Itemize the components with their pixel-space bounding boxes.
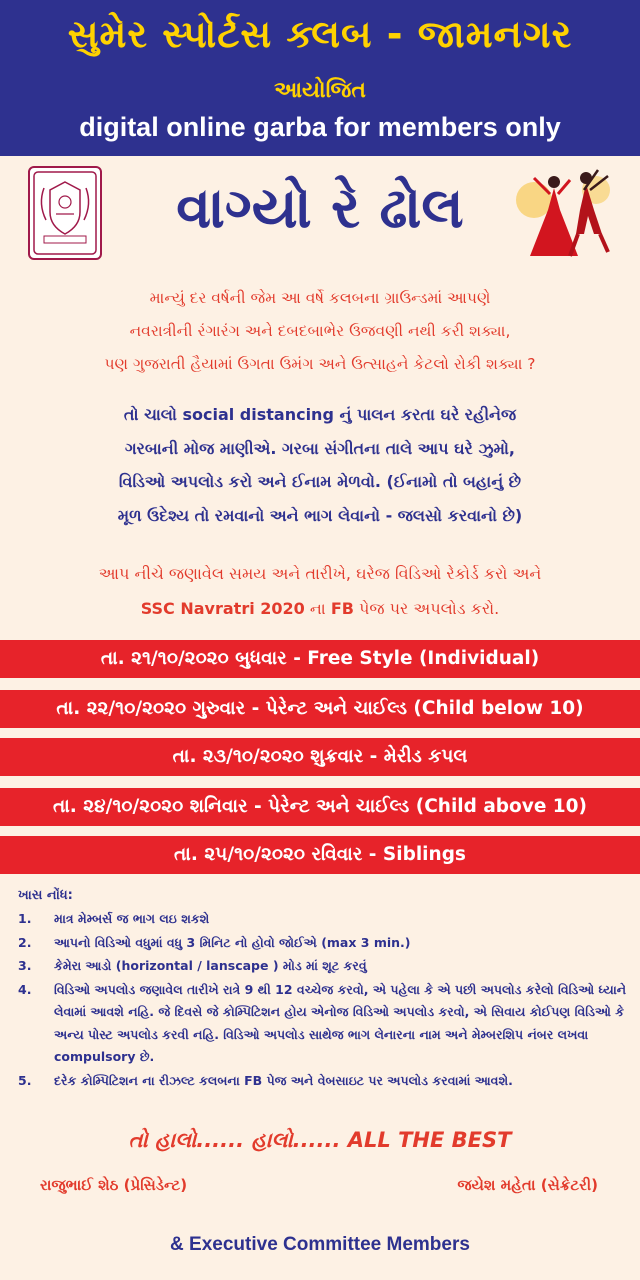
note-text: દરેક કોમ્પિટિશન ના રીઝલ્ટ કલબના FB પેજ અને વેબસાઇટ પર અપલોડ કરવામાં આવશે. [54,1072,513,1088]
club-name: સુમેર સ્પોર્ટસ ક્લબ - જામનગર [67,12,573,56]
note-text: કેમેરા આડો (horizontal / lanscape ) મોડ માં શૂટ કરવું [54,958,367,973]
note-item [18,1070,630,1093]
intro-line: પણ ગુજરાતી હૈયામાં ઉગતા ઉમંગ અને ઉત્સાહને કેટલો રોકી શક્યા ? [104,355,536,373]
club-crest-icon [30,168,100,258]
upload-line-end: પેજ પર અપલોડ કરો. [353,599,500,618]
schedule-bar-day-2: તા. ૨૨/૧૦/૨૦૨૦ ગુરુવાર - પેરેન્ટ અને ચાઈલ્ડ (Child below 10) [0,690,640,728]
note-item [18,908,630,931]
page-name: SSC Navratri 2020 [140,599,305,618]
note-number: 2. [18,934,32,950]
schedule-bar-day-1: તા. ૨૧/૧૦/૨૦૨૦ બુધવાર - Free Style (Individual) [0,640,640,678]
note-item [18,979,630,1069]
fb-label: FB [330,599,354,618]
note-item [18,932,630,955]
upload-line-1: આપ નીચે જણાવેલ સમય અને તારીખે, ઘરેજ વિડિઓ રેકોર્ડ કરો અને [98,564,542,583]
notes-list [18,908,630,1093]
note-number: 5. [18,1072,32,1088]
notes-title: ખાસ નોંધ: [18,888,73,903]
call-line: મૂળ ઉદેશ્ય તો રમવાનો અને ભાગ લેવાનો - જલસો કરવાનો છે) [117,505,523,525]
organized-label: આયોજિત [274,78,366,103]
all-the-best: તો હાલો...... હાલો...... ALL THE BEST [128,1128,512,1152]
garba-dancers-icon [504,160,624,270]
note-item [18,955,630,978]
schedule-bar-day-3: તા. ૨૩/૧૦/૨૦૨૦ શુક્રવાર - મેરીડ કપલ [0,738,640,776]
call-line: વિડિઓ અપલોડ કરો અને ઈનામ મેળવો. (ઈનામો તો બહાનું છે [118,472,522,491]
header-banner [0,0,640,156]
call-line: તો ચાલો social distancing નું પાલન કરતા ઘરે રહીનેજ [123,405,517,424]
call-paragraph [30,398,610,532]
note-number: 3. [18,958,32,973]
secretary-signature: જયેશ મહેતા (સેક્રેટરી) [457,1176,598,1194]
upload-paragraph [30,556,610,626]
schedule-bar-day-4: તા. ૨૪/૧૦/૨૦૨૦ શનિવાર - પેરેન્ટ અને ચાઈલ્ડ (Child above 10) [0,788,640,826]
note-text: આપનો વિડિઓ વધુમાં વધુ 3 મિનિટ નો હોવો જોઈએ (max 3 min.) [54,934,411,950]
schedule-bar-day-5: તા. ૨૫/૧૦/૨૦૨૦ રવિવાર - Siblings [0,836,640,874]
call-line: ગરબાની મોજ માણીએ. ગરબા સંગીતના તાલે આપ ઘરે ઝુમો, [124,438,515,458]
upload-line-2 [30,591,610,626]
note-number: 4. [18,981,32,997]
president-signature: રાજુભાઈ શેઠ (પ્રેસિડેન્ટ) [40,1176,188,1194]
upload-connector: ના [304,599,331,618]
club-logo [28,166,102,260]
note-number: 1. [18,911,32,926]
intro-line: નવરાત્રીની રંગારંગ અને દબદબાભેર ઉજવણી નથી કરી શક્યા, [129,322,511,340]
note-text: વિડિઓ અપલોડ જણાવેલ તારીખે રાત્રે 9 થી 12 વચ્ચેજ કરવો, એ પહેલા કે એ પછી અપલોડ કરેલો વિડિઓ ધ્યાને લેવામાં આવશે નહિ. જે દિવસે જે કોમ્પિટિશન હોય એનોજ વિડિઓ અપલોડ કરવો, એ સિવાય કોઈપણ વિડિઓ કે અન્ય પોસ્ટ અપલોડ કરવી નહિ. વિડિઓ અપલોડ સાથેજ ભાગ લેનારના નામ અને મેમ્બરશિપ નંબર લખવા compulsory છે. [54,981,627,1064]
committee-members: & Executive Committee Members [170,1234,470,1255]
intro-paragraph [30,282,610,381]
subtitle: digital online garba for members only [79,112,561,142]
event-title: વાગ્યો રે ઢોલ [176,176,464,241]
note-text: માત્ર મેમ્બર્સ જ ભાગ લઇ શકશે [54,911,210,926]
intro-line: માન્યું દર વર્ષની જેમ આ વર્ષે કલબના ગ્રાઉન્ડમાં આપણે [149,289,491,307]
